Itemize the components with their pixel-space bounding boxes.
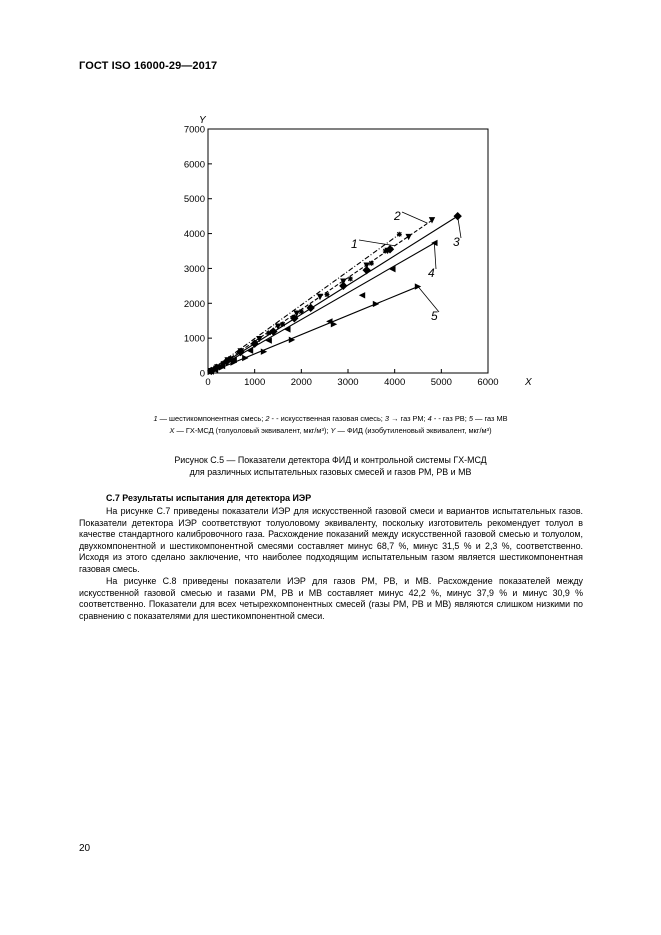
legend-part: - - газ РВ; bbox=[431, 414, 469, 423]
data-point bbox=[453, 212, 461, 220]
legend-part: → газ РМ; bbox=[389, 414, 428, 423]
document-header: ГОСТ ISO 16000-29—2017 bbox=[79, 60, 218, 72]
y-tick-label: 6000 bbox=[183, 159, 205, 171]
x-tick-label: 0 bbox=[205, 377, 211, 388]
data-point bbox=[348, 276, 353, 281]
legend-part: 4 bbox=[427, 414, 432, 423]
legend-part: 2 bbox=[265, 414, 270, 423]
x-tick-label: 5000 bbox=[430, 377, 452, 388]
series-label: 4 bbox=[428, 266, 435, 280]
caption-line-1: Рисунок С.5 — Показатели детектора ФИД и контрольной системы ГХ-МСД bbox=[174, 455, 487, 465]
legend-part: — шестикомпонентная смесь; bbox=[157, 414, 266, 423]
x-tick-label: 2000 bbox=[290, 377, 312, 388]
data-point bbox=[405, 234, 411, 240]
figure-caption bbox=[100, 454, 561, 478]
legend-line-2 bbox=[100, 425, 561, 437]
legend-part: — ФИД (изобутиленовый эквивалент, мкг/м³) bbox=[335, 426, 492, 435]
legend-part: 3 bbox=[384, 414, 390, 423]
y-tick-label: 1000 bbox=[183, 333, 205, 345]
x-tick-label: 3000 bbox=[337, 377, 359, 388]
data-point bbox=[373, 301, 379, 307]
series-label-leader bbox=[402, 212, 427, 223]
x-tick-label: 1000 bbox=[244, 377, 266, 388]
y-axis-label: Y bbox=[199, 115, 206, 126]
series-line bbox=[211, 287, 418, 372]
legend-part: 1 bbox=[153, 414, 158, 423]
y-tick-label: 5000 bbox=[183, 194, 205, 206]
legend-part: - - искусственная газовая смесь; bbox=[269, 414, 385, 423]
data-point bbox=[362, 266, 370, 274]
data-point bbox=[331, 321, 337, 327]
x-tick-label: 4000 bbox=[384, 377, 406, 388]
y-tick-label: 7000 bbox=[183, 124, 205, 136]
data-point bbox=[359, 292, 365, 298]
figure-c5 bbox=[183, 100, 550, 395]
y-tick-label: 0 bbox=[199, 368, 205, 380]
series-label: 5 bbox=[431, 309, 438, 323]
data-point bbox=[397, 232, 402, 237]
series-label: 2 bbox=[394, 209, 401, 223]
x-axis-label: X bbox=[525, 377, 532, 388]
y-tick-label: 3000 bbox=[183, 263, 205, 275]
series-line bbox=[211, 243, 435, 372]
chart-svg bbox=[183, 100, 550, 395]
series-line bbox=[211, 216, 457, 371]
series-label: 3 bbox=[453, 235, 460, 249]
paragraph-1: На рисунке С.7 приведены показатели ИЭР для искусственной газовой смеси и вариантов испытательных газов. Показатели детектора ИЭР соответствуют толуоловому эквиваленту, поскольку изготовитель рекомендует толуол в качестве стандартного калибровочного газа. Расхождение показаний между искусственной газовой смесью и толуолом, двухкомпонентной и шестикомпонентной смесями составляет минус 68,7 %, минус 31,5 % и 2,3 %, соответственно. Исходя из этого сделано заключение, что наиболее подходящим испытательным газом является шестикомпонентная газовая смесь. bbox=[79, 506, 583, 574]
legend-part: — ГХ-МСД (толуоловый эквивалент, мкг/м³); bbox=[174, 426, 331, 435]
paragraph-2: На рисунке С.8 приведены показатели ИЭР для газов РМ, РВ, и МВ. Расхождение показателей между искусственной газовой смесью и газами РМ, РВ и МВ составляет минус 42,2 %, минус 37,9 % и минус 30,9 % соответственно. Показатели для всех четырехкомпонентных смесей (газы РМ, РВ и МВ) являются слишком низкими по сравнению с показателями для шестикомпонентной смеси. bbox=[79, 576, 583, 621]
y-tick-label: 2000 bbox=[183, 298, 205, 310]
section-heading: С.7 Результаты испытания для детектора ИЭР bbox=[106, 493, 312, 503]
y-tick-label: 4000 bbox=[183, 229, 205, 241]
legend-part: Y bbox=[330, 426, 336, 435]
data-point bbox=[317, 294, 323, 300]
caption-line-2: для различных испытательных газовых смесей и газов РМ, РВ и МВ bbox=[189, 467, 472, 477]
legend-line-1 bbox=[100, 413, 561, 425]
legend-part: — газ МВ bbox=[472, 414, 508, 423]
plot-frame bbox=[208, 129, 488, 373]
x-tick-label: 6000 bbox=[477, 377, 499, 388]
data-point bbox=[429, 217, 435, 223]
page-number: 20 bbox=[79, 843, 91, 854]
figure-legend bbox=[100, 413, 561, 437]
legend-part: X bbox=[169, 426, 175, 435]
series-label: 1 bbox=[351, 237, 358, 251]
data-point bbox=[242, 355, 248, 361]
legend-part: 5 bbox=[468, 414, 473, 423]
